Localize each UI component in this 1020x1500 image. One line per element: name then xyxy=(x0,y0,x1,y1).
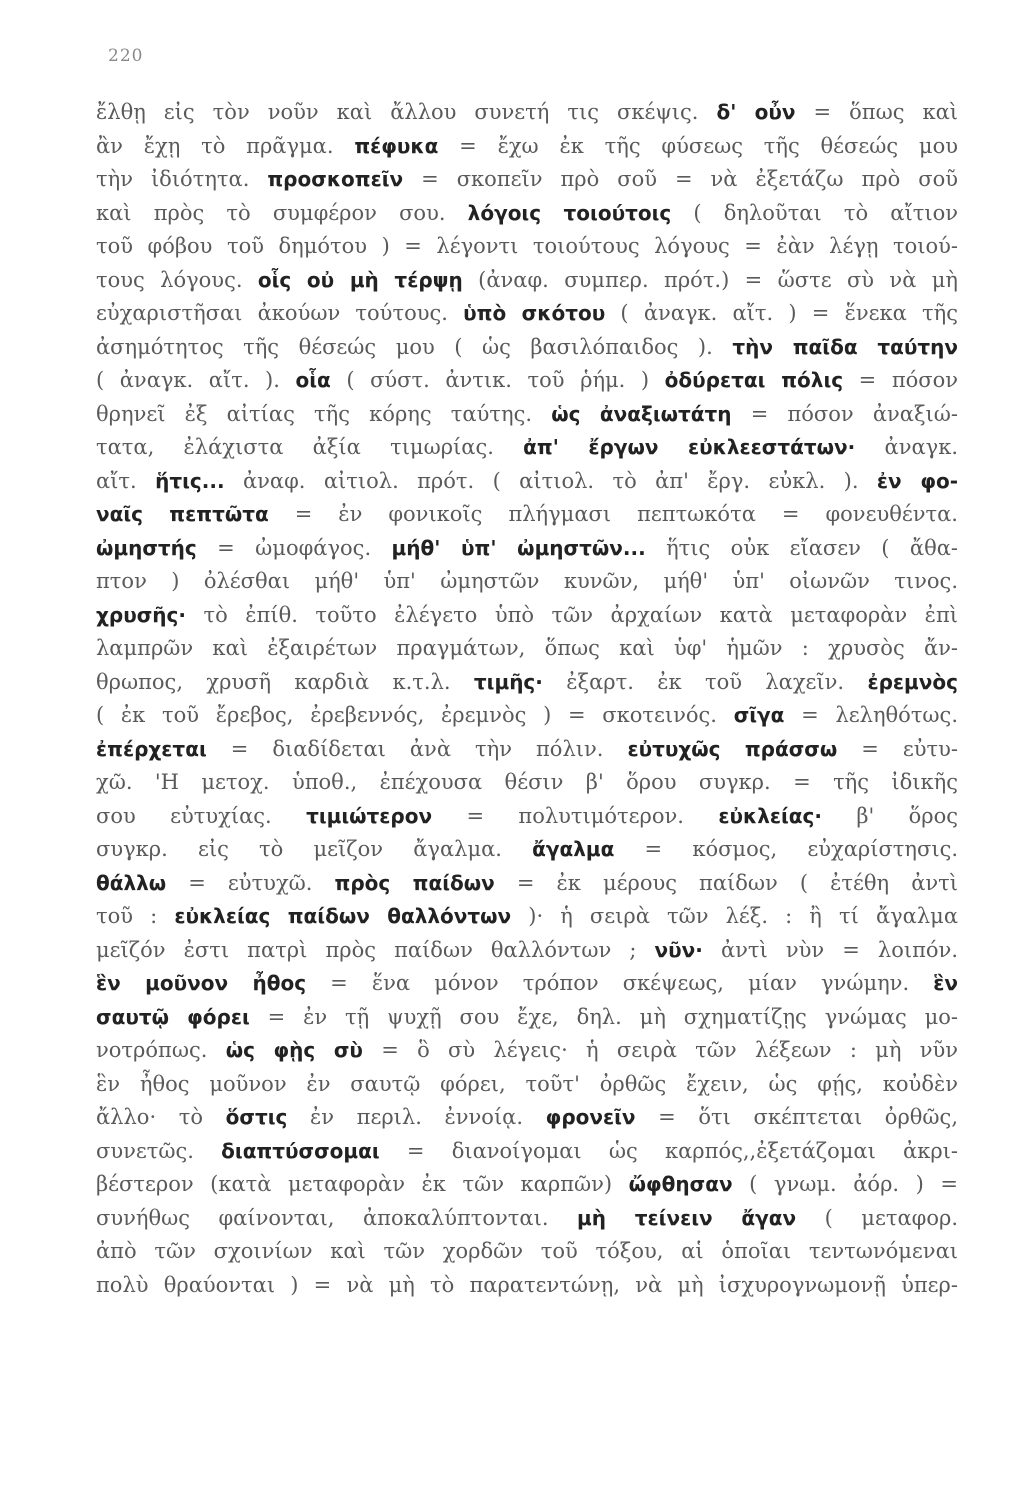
lemma-term: φρονεῖν xyxy=(545,1105,636,1129)
lemma-term: μὴ τείνειν ἄγαν xyxy=(577,1205,797,1230)
text-line xyxy=(96,733,958,767)
gloss-text: = εὐτυ- xyxy=(837,736,958,761)
lemma-term: ὀδύρεται πόλις xyxy=(664,368,844,392)
gloss-text: συνήθως φαίνονται, ἀποκαλύπτονται. xyxy=(96,1205,578,1230)
gloss-text: ἂν ἔχῃ τὸ πρᾶγμα. xyxy=(96,133,355,158)
commentary-text xyxy=(96,96,958,1302)
text-line xyxy=(96,264,958,298)
lemma-term: νῦν· xyxy=(654,937,703,962)
lemma-term: προσκοπεῖν xyxy=(267,167,404,191)
text-line xyxy=(96,1269,958,1303)
lemma-term: ἓν μοῦνον ἦθος xyxy=(96,971,307,995)
gloss-text: συνετῶς. xyxy=(96,1138,222,1163)
lemma-term: ἀπ' ἔργων εὐκλεεστάτων· xyxy=(523,435,856,459)
lemma-term: εὐτυχῶς πράσσω xyxy=(627,736,838,761)
lemma-term: ναῖς πεπτῶτα xyxy=(96,502,269,526)
gloss-text: τὸ ἐπίθ. τοῦτο ἐλέγετο ὑπὸ τῶν ἀρχαίων κατὰ μεταφορὰν ἐπὶ xyxy=(186,602,958,627)
lemma-term: τὴν παῖδα ταύτην xyxy=(732,334,958,359)
lemma-term: ὡς ἀναξιωτάτη xyxy=(551,401,732,426)
gloss-text: = ἕνα μόνον τρόπον σκέψεως, μίαν γνώμην. xyxy=(306,971,934,995)
text-line xyxy=(96,398,958,432)
text-line xyxy=(96,1101,958,1135)
gloss-text: τὴν ἰδιότητα. xyxy=(96,167,268,191)
gloss-text: = ἐν τῇ ψυχῇ σου ἔχε, δηλ. μὴ σχηματίζῃς γνώμας μο- xyxy=(249,1004,958,1029)
gloss-text: = εὐτυχῶ. xyxy=(166,870,335,895)
gloss-text: τατα, ἐλάχιστα ἀξία τιμωρίας. xyxy=(96,435,524,459)
text-line xyxy=(96,934,958,968)
text-line xyxy=(96,900,958,934)
lemma-term: λόγοις τοιούτοις xyxy=(467,200,672,225)
text-line xyxy=(96,532,958,566)
text-line xyxy=(96,1001,958,1035)
gloss-text: ἀναφ. αἰτιολ. πρότ. ( αἰτιολ. τὸ ἀπ' ἔργ. εὐκλ. ). xyxy=(224,468,877,493)
lemma-term: ἥτις... xyxy=(155,468,225,493)
text-line xyxy=(96,632,958,666)
lemma-term: οἷα xyxy=(295,368,331,392)
gloss-text: καὶ πρὸς τὸ συμφέρον σου. xyxy=(96,200,468,225)
gloss-text: ἥτις οὐκ εἴασεν ( ἄθα- xyxy=(645,535,958,560)
gloss-text: = πόσον ἀναξιώ- xyxy=(731,401,958,426)
text-line xyxy=(96,1135,958,1169)
gloss-text: = πόσον xyxy=(843,368,958,392)
lemma-term: ὡς φῂς σὺ xyxy=(225,1038,363,1062)
gloss-text: = ἐκ μέρους παίδων ( ἐτέθη ἀντὶ xyxy=(494,870,958,895)
lemma-term: ἐπέρχεται xyxy=(96,736,207,761)
gloss-text: τοῦ : xyxy=(96,904,175,928)
lemma-term: τιμῆς· xyxy=(473,669,543,694)
text-line xyxy=(96,130,958,164)
text-line xyxy=(96,867,958,901)
text-line xyxy=(96,967,958,1001)
lemma-term: θάλλω xyxy=(96,870,167,895)
gloss-text: β' ὅρος xyxy=(821,803,958,828)
gloss-text: ἀπὸ τῶν σχοινίων καὶ τῶν χορδῶν τοῦ τόξου, αἱ ὁποῖαι τεντωνόμεναι xyxy=(96,1239,958,1263)
text-line xyxy=(96,565,958,599)
gloss-text: (ἀναφ. συμπερ. πρότ.) = ὥστε σὺ νὰ μὴ xyxy=(462,267,958,292)
gloss-text: χῶ. 'Η μετοχ. ὑποθ., ἐπέχουσα θέσιν β' ὅρου συγκρ. = τῆς ἰδικῆς xyxy=(96,770,958,794)
text-line xyxy=(96,197,958,231)
lemma-term: σαυτῷ φόρει xyxy=(96,1004,250,1029)
text-line xyxy=(96,364,958,398)
gloss-text: ( σύστ. ἀντικ. τοῦ ῥήμ. ) xyxy=(330,368,665,392)
gloss-text: σου εὐτυχίας. xyxy=(96,803,307,828)
text-line xyxy=(96,331,958,365)
lemma-term: ὠμηστής xyxy=(96,535,197,560)
gloss-text: ( ἐκ τοῦ ἔρεβος, ἐρεβεννός, ἐρεμνὸς ) = σκοτεινός. xyxy=(96,703,734,727)
text-line xyxy=(96,96,958,130)
lemma-term: ἐν φο- xyxy=(876,468,958,493)
gloss-text: βέστερον (κατὰ μεταφορὰν ἐκ τῶν καρπῶν) xyxy=(96,1172,629,1196)
gloss-text: θρηνεῖ ἐξ αἰτίας τῆς κόρης ταύτης. xyxy=(96,401,552,426)
gloss-text: ἔλθῃ εἰς τὸν νοῦν καὶ ἄλλου συνετή τις σκέψις. xyxy=(96,100,717,124)
text-line xyxy=(96,163,958,197)
lemma-term: εὐκλείας· xyxy=(718,803,822,828)
lemma-term: πέφυκα xyxy=(354,133,439,158)
gloss-text: ( ἀναγκ. αἴτ. ). xyxy=(96,368,296,392)
lemma-term: σῖγα xyxy=(733,703,785,727)
lemma-term: οἷς οὐ μὴ τέρψῃ xyxy=(257,267,463,292)
gloss-text: = λεληθότως. xyxy=(784,703,958,727)
text-line xyxy=(96,1235,958,1269)
gloss-text: = ἐν φονικοῖς πλήγμασι πεπτωκότα = φονευθέντα. xyxy=(268,502,958,526)
gloss-text: πτον ) ὀλέσθαι μήθ' ὑπ' ὠμηστῶν κυνῶν, μήθ' ὑπ' οἰωνῶν τινος. xyxy=(96,569,958,593)
gloss-text: ἓν ἦθος μοῦνον ἐν σαυτῷ φόρει, τοῦτ' ὀρθῶς ἔχειν, ὡς φῄς, κοὐδὲν xyxy=(96,1071,958,1096)
text-line xyxy=(96,297,958,331)
lemma-term: πρὸς παίδων xyxy=(334,870,495,895)
gloss-text: = διαδίδεται ἀνὰ τὴν πόλιν. xyxy=(206,736,628,761)
gloss-text: ( γνωμ. ἀόρ. ) = xyxy=(732,1172,958,1196)
lemma-term: δ' οὖν xyxy=(716,100,796,124)
gloss-text: αἴτ. xyxy=(96,468,156,493)
gloss-text: = πολυτιμότερον. xyxy=(432,803,719,828)
page-number: 220 xyxy=(108,46,144,66)
gloss-text: συγκρ. εἰς τὸ μεῖζον ἄγαλμα. xyxy=(96,837,533,861)
gloss-text: = σκοπεῖν πρὸ σοῦ = νὰ ἐξετάζω πρὸ σοῦ xyxy=(403,167,958,191)
gloss-text: = ὅτι σκέπτεται ὀρθῶς, xyxy=(635,1105,958,1129)
gloss-text: )· ἡ σειρὰ τῶν λέξ. : ἢ τί ἄγαλμα xyxy=(511,904,958,928)
gloss-text: ἐν περιλ. ἐννοίᾳ. xyxy=(287,1105,546,1129)
gloss-text: ἐξαρτ. ἐκ τοῦ λαχεῖν. xyxy=(542,669,868,694)
text-line xyxy=(96,1202,958,1236)
gloss-text: θρωπος, χρυσῆ καρδιὰ κ.τ.λ. xyxy=(96,669,474,694)
text-line xyxy=(96,666,958,700)
lemma-term: μήθ' ὑπ' ὠμηστῶν... xyxy=(391,535,646,560)
gloss-text: ( ἀναγκ. αἴτ. ) = ἕνεκα τῆς xyxy=(605,301,958,325)
lemma-term: ἄγαλμα xyxy=(532,837,615,861)
text-line xyxy=(96,800,958,834)
text-line xyxy=(96,599,958,633)
lemma-term: ὑπὸ σκότου xyxy=(463,301,606,325)
text-line xyxy=(96,1034,958,1068)
text-line xyxy=(96,833,958,867)
gloss-text: μεῖζόν ἐστι πατρὶ πρὸς παίδων θαλλόντων ; xyxy=(96,937,655,962)
gloss-text: = διανοίγομαι ὡς καρπός,,ἐξετάζομαι ἀκρι- xyxy=(379,1138,958,1163)
lemma-term: χρυσῆς· xyxy=(96,602,186,627)
gloss-text: εὐχαριστῆσαι ἀκούων τούτους. xyxy=(96,301,464,325)
lemma-term: διαπτύσσομαι xyxy=(221,1138,380,1163)
text-line xyxy=(96,1168,958,1202)
lemma-term: εὐκλείας παίδων θαλλόντων xyxy=(174,904,512,928)
lemma-term: ἓν xyxy=(933,971,958,995)
gloss-text: = ἔχω ἐκ τῆς φύσεως τῆς θέσεώς μου xyxy=(438,133,958,158)
text-line xyxy=(96,766,958,800)
lemma-term: τιμιώτερον xyxy=(306,803,433,828)
lemma-term: ὅστις xyxy=(225,1105,288,1129)
text-line xyxy=(96,699,958,733)
gloss-text: ἀναγκ. xyxy=(855,435,958,459)
gloss-text: = κόσμος, εὐχαρίστησις. xyxy=(614,837,958,861)
gloss-text: = ὃ σὺ λέγεις· ἡ σειρὰ τῶν λέξεων : μὴ νῦν xyxy=(362,1038,958,1062)
lemma-term: ἐρεμνὸς xyxy=(867,669,958,694)
lemma-term: ὤφθησαν xyxy=(628,1172,733,1196)
gloss-text: νοτρόπως. xyxy=(96,1038,226,1062)
text-line xyxy=(96,465,958,499)
text-line xyxy=(96,431,958,465)
gloss-text: τους λόγους. xyxy=(96,267,258,292)
gloss-text: = ὠμοφάγος. xyxy=(196,535,392,560)
gloss-text: ἀντὶ νὺν = λοιπόν. xyxy=(702,937,958,962)
gloss-text: ἄλλο· τὸ xyxy=(96,1105,226,1129)
gloss-text: = ὅπως καὶ xyxy=(795,100,958,124)
text-line xyxy=(96,230,958,264)
text-line xyxy=(96,1068,958,1102)
gloss-text: ( δηλοῦται τὸ αἴτιον xyxy=(671,200,958,225)
gloss-text: πολὺ θραύονται ) = νὰ μὴ τὸ παρατεντώνῃ, νὰ μὴ ἰσχυρογνωμονῇ ὑπερ- xyxy=(96,1272,958,1297)
gloss-text: ( μεταφορ. xyxy=(796,1205,958,1230)
text-line xyxy=(96,498,958,532)
gloss-text: ἀσημότητος τῆς θέσεώς μου ( ὡς βασιλόπαιδος ). xyxy=(96,334,733,359)
gloss-text: τοῦ φόβου τοῦ δημότου ) = λέγοντι τοιούτους λόγους = ἐὰν λέγῃ τοιού- xyxy=(96,234,958,258)
gloss-text: λαμπρῶν καὶ ἐξαιρέτων πραγμάτων, ὅπως καὶ ὑφ' ἡμῶν : χρυσὸς ἄν- xyxy=(96,636,958,660)
